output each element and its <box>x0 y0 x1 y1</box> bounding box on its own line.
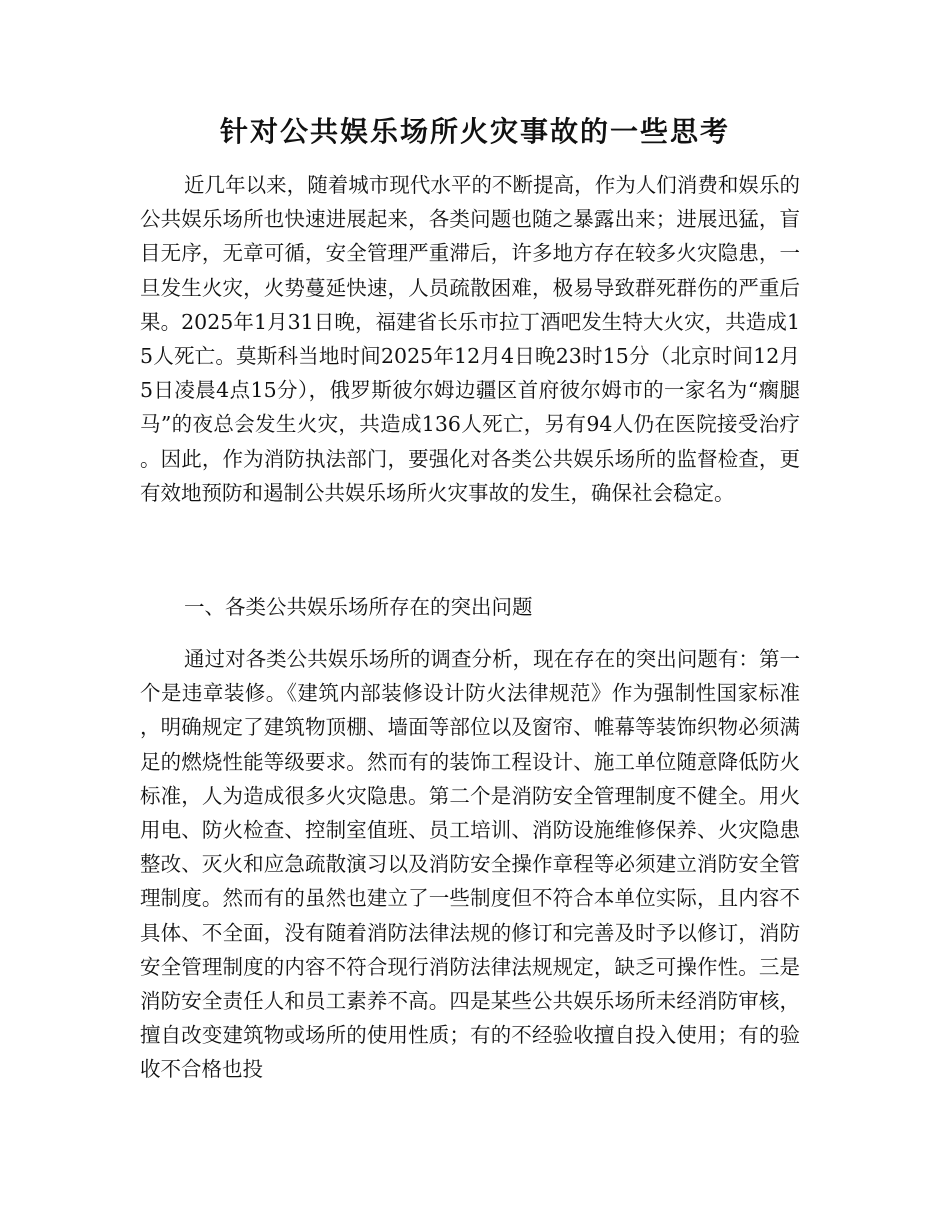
document-title: 针对公共娱乐场所火灾事故的一些思考 <box>219 115 730 148</box>
section-heading: 一、各类公共娱乐场所存在的突出问题 <box>184 595 533 619</box>
intro-paragraph: 近几年以来，随着城市现代水平的不断提高，作为人们消费和娱乐的公共娱乐场所也快速进展起来，各类问题也随之暴露出来；进展迅猛，盲目无序，无章可循，安全管理严重滞后，许多地方存在较多火灾隐患，一旦发生火灾，火势蔓延快速，人员疏散困难，极易导致群死群伤的严重后果。2025年1月31日晚，福建省长乐市拉丁酒吧发生特大火灾，共造成15人死亡。莫斯科当地时间2025年12月4日晚23时15分（北京时间12月5日凌晨4点15分），俄罗斯彼尔姆边疆区首府彼尔姆市的一家名为“瘸腿马”的夜总会发生火灾，共造成136人死亡，另有94人仍在医院接受治疗。因此，作为消防执法部门，要强化对各类公共娱乐场所的监督检查，更有效地预防和遏制公共娱乐场所火灾事故的发生，确保社会稳定。 <box>140 173 800 505</box>
body-paragraph: 通过对各类公共娱乐场所的调查分析，现在存在的突出问题有：第一个是违章装修。《建筑内部装修设计防火法律规范》作为强制性国家标准，明确规定了建筑物顶棚、墙面等部位以及窗帘、帷幕等装饰织物必须满足的燃烧性能等级要求。然而有的装饰工程设计、施工单位随意降低防火标准，人为造成很多火灾隐患。第二个是消防安全管理制度不健全。用火用电、防火检查、控制室值班、员工培训、消防设施维修保养、火灾隐患整改、灭火和应急疏散演习以及消防安全操作章程等必须建立消防安全管理制度。然而有的虽然也建立了一些制度但不符合本单位实际，且内容不具体、不全面，没有随着消防法律法规的修订和完善及时予以修订，消防安全管理制度的内容不符合现行消防法律法规规定，缺乏可操作性。三是消防安全责任人和员工素养不高。四是某些公共娱乐场所未经消防审核，擅自改变建筑物或场所的使用性质；有的不经验收擅自投入使用；有的验收不合格也投 <box>140 647 800 1082</box>
